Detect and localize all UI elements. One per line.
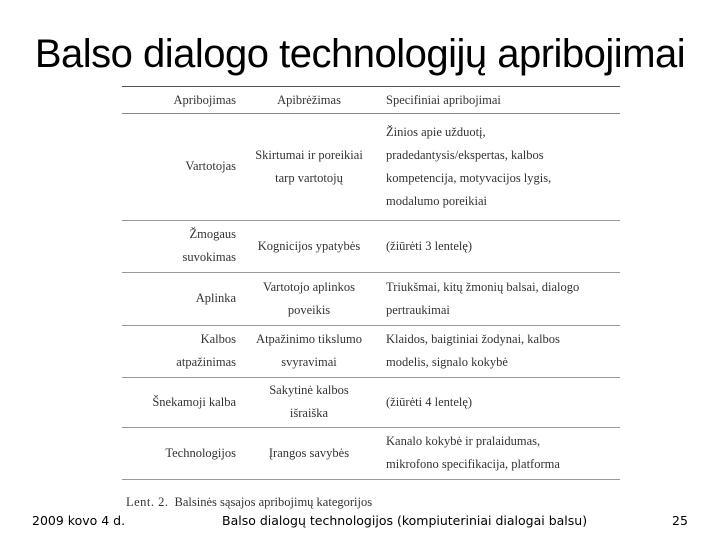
- page-number: 25: [672, 513, 688, 528]
- header-apribojimas: Apribojimas: [173, 92, 236, 107]
- cell-apibrezimas: Vartotojo aplinkos poveikis: [240, 272, 378, 325]
- footer-course: Balso dialogų technologijos (kompiuteriniai dialogai balsu): [222, 513, 588, 528]
- cell-specifiniai: Triukšmai, kitų žmonių balsai, dialogo pertraukimai: [378, 272, 620, 325]
- cell-apribojimas: Žmogaus suvokimas: [122, 220, 240, 272]
- table-row: [122, 377, 620, 427]
- cell-specifiniai: Žinios apie užduotį, pradedantysis/ekspertas, kalbos kompetencija, motyvacijos lygis, modalumo poreikiai: [378, 114, 620, 220]
- table-caption: [126, 495, 372, 510]
- footer-date: 2009 kovo 4 d.: [32, 513, 126, 528]
- table-row: [122, 427, 620, 479]
- cell-specifiniai: (žiūrėti 3 lentelę): [378, 220, 620, 272]
- cell-apibrezimas: Atpažinimo tikslumo svyravimai: [240, 325, 378, 377]
- cell-apibrezimas: Kognicijos ypatybės: [240, 220, 378, 272]
- caption-text: Balsinės sąsajos apribojimų kategorijos: [174, 495, 373, 509]
- table-header-row: [122, 87, 620, 113]
- header-specifiniai: Specifiniai apribojimai: [386, 92, 501, 107]
- table-row: [122, 114, 620, 220]
- caption-label: Lent. 2.: [126, 495, 169, 509]
- cell-specifiniai: Kanalo kokybė ir pralaidumas, mikrofono specifikacija, platforma: [378, 427, 620, 479]
- table-row: [122, 272, 620, 325]
- cell-apribojimas: Kalbos atpažinimas: [122, 325, 240, 377]
- cell-apribojimas: Technologijos: [122, 427, 240, 479]
- cell-specifiniai: Klaidos, baigtiniai žodynai, kalbos modelis, signalo kokybė: [378, 325, 620, 377]
- cell-apibrezimas: Sakytinė kalbos išraiška: [240, 377, 378, 427]
- cell-apibrezimas: Skirtumai ir poreikiai tarp vartotojų: [240, 114, 378, 220]
- constraints-table: [122, 86, 620, 480]
- cell-apibrezimas: Įrangos savybės: [240, 427, 378, 479]
- header-apibrezimas: Apibrėžimas: [277, 92, 341, 107]
- table-row: [122, 325, 620, 377]
- cell-apribojimas: Aplinka: [122, 272, 240, 325]
- cell-specifiniai: (žiūrėti 4 lentelę): [378, 377, 620, 427]
- table-row: [122, 220, 620, 272]
- cell-apribojimas: Šnekamoji kalba: [122, 377, 240, 427]
- slide-title: Balso dialogo technologijų apribojimai: [34, 32, 686, 76]
- cell-apribojimas: Vartotojas: [122, 114, 240, 220]
